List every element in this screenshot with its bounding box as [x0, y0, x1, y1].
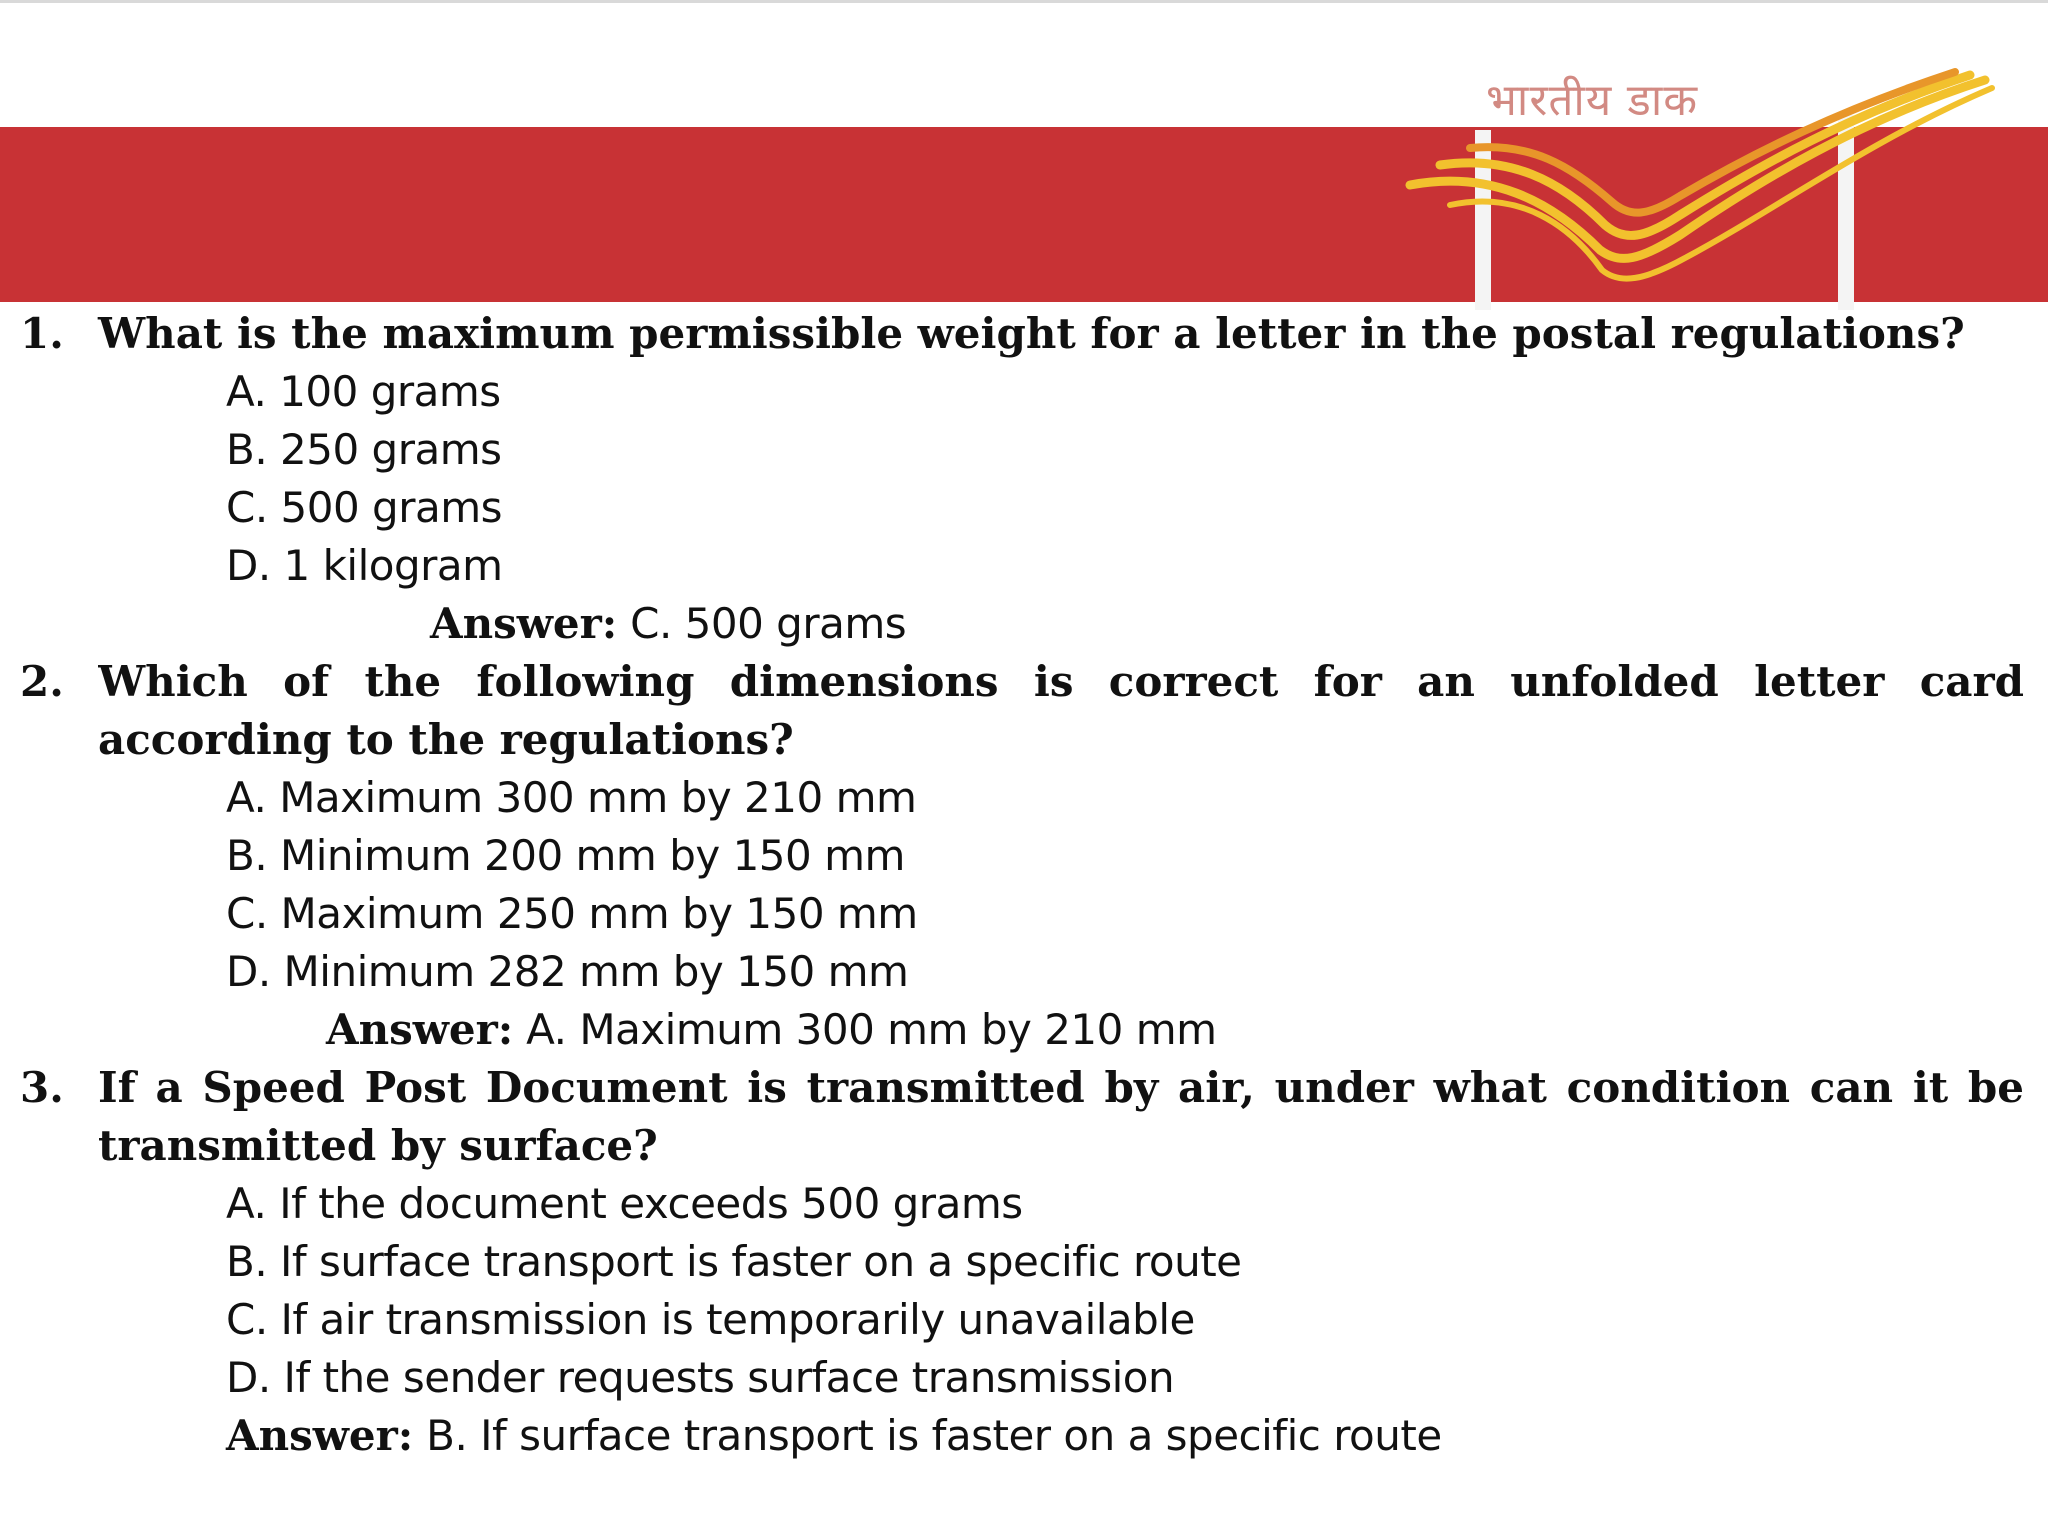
question-number: 2.	[20, 657, 64, 706]
question-number: 1.	[20, 309, 64, 358]
option-a: A. If the document exceeds 500 grams	[226, 1179, 1023, 1228]
option-c: C. If air transmission is temporarily unavailable	[226, 1295, 1195, 1344]
question-text-line-2: transmitted by surface?	[98, 1121, 658, 1170]
option-d: D. If the sender requests surface transmission	[226, 1353, 1175, 1402]
option-b: B. Minimum 200 mm by 150 mm	[226, 831, 905, 880]
option-b: B. 250 grams	[226, 425, 502, 474]
india-post-logo-icon	[1380, 60, 2020, 310]
answer-line	[326, 1001, 1217, 1059]
answer-value: A. Maximum 300 mm by 210 mm	[526, 1005, 1217, 1054]
question-number: 3.	[20, 1063, 64, 1112]
answer-label: Answer:	[226, 1411, 414, 1460]
answer-label: Answer:	[326, 1005, 514, 1054]
option-b: B. If surface transport is faster on a specific route	[226, 1237, 1242, 1286]
option-a: A. Maximum 300 mm by 210 mm	[226, 773, 917, 822]
option-d: D. 1 kilogram	[226, 541, 503, 590]
logo-pillar-left	[1475, 130, 1491, 310]
top-border	[0, 0, 2048, 3]
logo-text: भारतीय डाक	[1486, 75, 1699, 126]
question-text-line-1: If a Speed Post Document is transmitted by air, under what condition can it be	[98, 1063, 2024, 1112]
option-d: D. Minimum 282 mm by 150 mm	[226, 947, 909, 996]
answer-line	[226, 1407, 1442, 1465]
answer-line	[430, 595, 906, 653]
logo-pillar-right	[1838, 115, 1854, 310]
option-a: A. 100 grams	[226, 367, 501, 416]
option-c: C. Maximum 250 mm by 150 mm	[226, 889, 918, 938]
answer-value: B. If surface transport is faster on a specific route	[426, 1411, 1442, 1460]
answer-label: Answer:	[430, 599, 618, 648]
question-text-line-1: Which of the following dimensions is correct for an unfolded letter card	[98, 657, 2024, 706]
option-c: C. 500 grams	[226, 483, 503, 532]
question-text: What is the maximum permissible weight for a letter in the postal regulations?	[98, 309, 1965, 358]
answer-value: C. 500 grams	[630, 599, 907, 648]
question-text-line-2: according to the regulations?	[98, 715, 794, 764]
